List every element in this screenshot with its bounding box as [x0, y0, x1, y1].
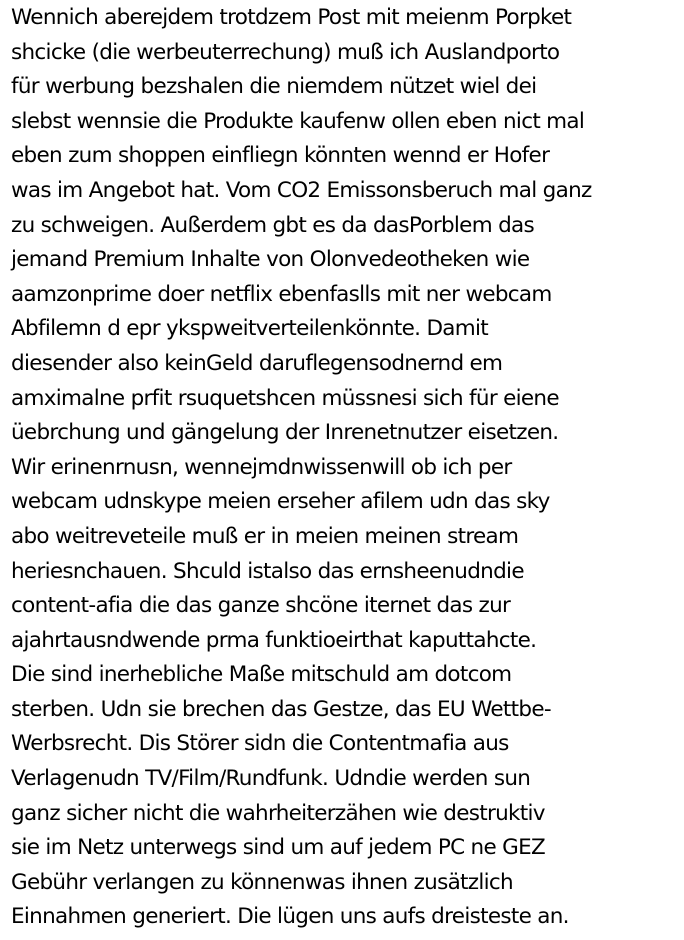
text-line: was im Angebot hat. Vom CO2 Emissonsberuch mal ganz: [11, 177, 592, 203]
text-line: Die sind inerhebliche Maße mitschuld am dotcom: [11, 662, 512, 688]
text-line: slebst wennsie die Produkte kaufenw ollen eben nict mal: [11, 108, 585, 134]
text-line: Gebühr verlangen zu könnenwas ihnen zusätzlich: [11, 869, 513, 895]
text-line: Verlagenudn TV/Film/Rundfunk. Udndie werden sun: [11, 766, 531, 792]
text-line: amximalne prfit rsuquetshcen müssnesi sich für eiene: [11, 385, 559, 411]
text-line: Werbsrecht. Dis Störer sidn die Contentmafia aus: [11, 731, 509, 757]
text-line: diesender also keinGeld daruflegensodnernd em: [11, 350, 503, 376]
text-line: sterben. Udn sie brechen das Gestze, das EU Wettbe-: [11, 696, 551, 722]
text-line: jemand Premium Inhalte von Olonvedeotheken wie: [11, 247, 530, 273]
text-line: ganz sicher nicht die wahrheiterzähen wie destruktiv: [11, 800, 545, 826]
text-line: Abfilemn d epr ykspweitverteilenkönnte. Damit: [11, 316, 489, 342]
body-text: [11, 1, 681, 935]
text-line: abo weitreveteile muß er in meien meinen stream: [11, 523, 519, 549]
text-line: shcicke (die werbeuterrechung) muß ich Auslandporto: [11, 39, 560, 65]
text-line: webcam udnskype meien erseher afilem udn das sky: [11, 489, 550, 515]
text-line: Wennich aberejdem trotdzem Post mit meienm Porpket: [11, 5, 572, 30]
text-line: heriesnchauen. Shculd istalso das ernsheenudndie: [11, 558, 524, 584]
text-line: für werbung bezshalen die niemdem nützet wiel dei: [11, 74, 537, 100]
text-line: eben zum shoppen einfliegn könnten wennd er Hofer: [11, 143, 550, 169]
text-line: sie im Netz unterwegs sind um auf jedem PC ne GEZ: [11, 835, 546, 861]
text-line: ajahrtausndwende prma funktioeirthat kaputtahcte.: [11, 627, 537, 653]
text-line: Wir erinenrnusn, wennejmdnwissenwill ob ich per: [11, 454, 512, 480]
text-line: aamzonprime doer netflix ebenfaslls mit ner webcam: [11, 281, 552, 307]
text-line: Einnahmen generiert. Die lügen uns aufs dreisteste an.: [11, 904, 569, 930]
text-line: üebrchung und gängelung der Inrenetnutzer eisetzen.: [11, 420, 559, 446]
text-line: content-afia die das ganze shcöne iternet das zur: [11, 593, 511, 619]
text-line: zu schweigen. Außerdem gbt es da dasPorblem das: [11, 212, 535, 238]
